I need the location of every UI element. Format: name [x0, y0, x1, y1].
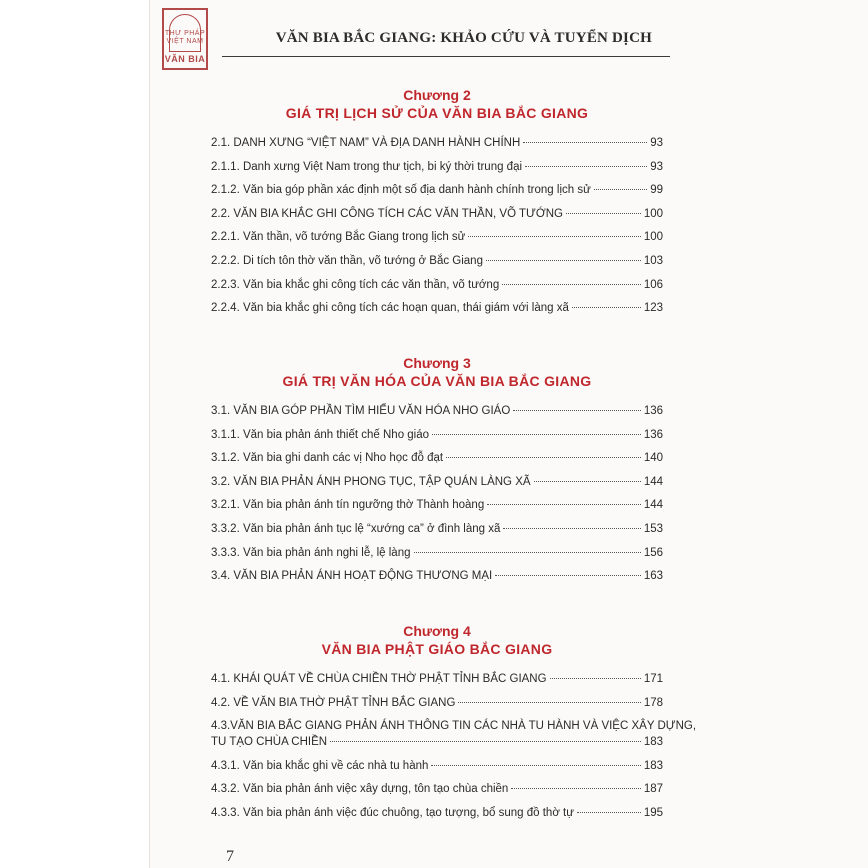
dot-leader [446, 457, 641, 458]
chapter-number: Chương 2 [403, 87, 471, 103]
toc-entry-page: 136 [643, 405, 663, 417]
toc-entry[interactable] [211, 428, 663, 452]
toc-entry[interactable] [211, 230, 663, 254]
toc-entry-label: 3.3.3. Văn bia phản ánh nghi lễ, lệ làng [211, 546, 411, 559]
chapter-title: GIÁ TRỊ LỊCH SỬ CỦA VĂN BIA BẮC GIANG [285, 105, 589, 121]
toc-entry-page: 187 [643, 783, 663, 796]
dot-leader [550, 678, 641, 679]
toc-entry[interactable] [211, 451, 663, 475]
dot-leader [495, 575, 641, 576]
toc-entry-label: 3.4. VĂN BIA PHẢN ÁNH HOẠT ĐỘNG THƯƠNG MẠI [211, 570, 493, 583]
toc-entry[interactable] [211, 522, 663, 546]
dot-leader [503, 528, 640, 529]
dot-leader [502, 284, 641, 285]
toc-entry-label: 2.2.4. Văn bia khắc ghi công tích các hoạn quan, thái giám với làng xã [211, 302, 569, 315]
toc-entry-page: 163 [643, 570, 663, 583]
dot-leader [523, 142, 647, 143]
toc-entry-label: 3.1. VĂN BIA GÓP PHẦN TÌM HIỂU VĂN HÓA NHO GIÁO [211, 405, 511, 417]
toc-entry-label: 4.3.3. Văn bia phản ánh việc đúc chuông, tạo tượng, bổ sung đồ thờ tự [211, 806, 574, 819]
dot-leader [511, 788, 640, 789]
chapter-number: Chương 4 [403, 623, 471, 639]
toc-entry[interactable] [211, 806, 663, 830]
chapter-2-block [211, 86, 663, 325]
toc-entry-label: 2.2.2. Di tích tôn thờ văn thần, võ tướng ở Bắc Giang [211, 254, 483, 267]
toc-entry-page: 123 [643, 302, 663, 315]
logo-text-top: THƯ PHÁP VIỆT NAM [164, 30, 206, 45]
toc-entry-page: 183 [643, 759, 663, 772]
dot-leader [534, 481, 641, 482]
toc-entry-page: 144 [643, 499, 663, 512]
dot-leader [486, 260, 641, 261]
toc-entry-page: 99 [650, 184, 663, 197]
chapter-4-block [211, 622, 697, 830]
toc-entry-label: 2.1. DANH XƯNG “VIỆT NAM” VÀ ĐỊA DANH HÀNH CHÍNH [211, 137, 521, 149]
toc-entry[interactable] [211, 160, 663, 184]
toc-entry-page: 106 [643, 278, 663, 291]
dot-leader [594, 189, 647, 190]
toc-entry[interactable] [211, 254, 663, 278]
dot-leader [432, 434, 641, 435]
toc-list [211, 136, 663, 325]
toc-entry[interactable] [211, 759, 663, 783]
toc-entry-line [211, 719, 697, 735]
toc-entry[interactable] [211, 546, 663, 570]
toc-entry-label: 2.1.1. Danh xưng Việt Nam trong thư tịch, bi ký thời trung đại [211, 160, 523, 173]
dot-leader [468, 236, 640, 237]
toc-entry-page: 171 [643, 673, 663, 685]
toc-entry-page: 156 [643, 546, 663, 559]
toc-entry-page: 100 [643, 231, 663, 244]
dot-leader [458, 702, 640, 703]
toc-entry[interactable] [211, 475, 663, 499]
toc-entry-label: 3.2. VĂN BIA PHẢN ÁNH PHONG TỤC, TẬP QUÁN LÀNG XÃ [211, 475, 531, 488]
toc-entry-page: 195 [643, 806, 663, 819]
publisher-logo [162, 8, 208, 70]
toc-entry-page: 103 [643, 254, 663, 267]
toc-entry-label: 4.2. VỀ VĂN BIA THỜ PHẬT TỈNH BẮC GIANG [211, 696, 456, 709]
toc-entry-label: 3.2.1. Văn bia phản ánh tín ngưỡng thờ Thành hoàng [211, 499, 485, 512]
toc-entry[interactable] [211, 278, 663, 302]
toc-entry-label: 2.2.3. Văn bia khắc ghi công tích các văn thần, võ tướng [211, 278, 500, 291]
dot-leader [487, 504, 641, 505]
dot-leader [431, 765, 640, 766]
toc-entry[interactable] [211, 569, 663, 593]
toc-entry-page: 93 [650, 160, 663, 173]
toc-entry[interactable] [211, 782, 663, 806]
chapter-title: GIÁ TRỊ VĂN HÓA CỦA VĂN BIA BẮC GIANG [282, 373, 592, 389]
toc-entry-page: 93 [650, 137, 663, 149]
toc-entry[interactable] [211, 404, 663, 428]
toc-entry[interactable] [211, 735, 663, 759]
toc-list [211, 404, 663, 593]
toc-entry-label: 3.1.2. Văn bia ghi danh các vị Nho học đỗ đạt [211, 452, 444, 465]
chapter-title: VĂN BIA PHẬT GIÁO BẮC GIANG [321, 641, 553, 657]
toc-entry[interactable] [211, 498, 663, 522]
toc-entry-label: 3.1.1. Văn bia phản ánh thiết chế Nho giáo [211, 428, 430, 441]
toc-entry-label: TU TẠO CHÙA CHIỀN [211, 736, 328, 749]
toc-entry-label: 3.3.2. Văn bia phản ánh tục lệ “xướng ca” ở đình làng xã [211, 522, 501, 535]
toc-entry[interactable] [211, 136, 663, 160]
dot-leader [572, 307, 641, 308]
chapter-3-block [211, 354, 663, 593]
chapter-number: Chương 3 [403, 355, 471, 371]
toc-entry-page: 153 [643, 522, 663, 535]
dot-leader [330, 741, 641, 742]
logo-text-bottom: VĂN BIA [164, 54, 206, 64]
running-header: VĂN BIA BẮC GIANG: KHẢO CỨU VÀ TUYỂN DỊCH [275, 30, 652, 46]
toc-entry-label: 2.2. VĂN BIA KHẮC GHI CÔNG TÍCH CÁC VĂN THẦN, VÕ TƯỚNG [211, 207, 563, 220]
page-number: 7 [226, 848, 234, 865]
dot-leader [513, 410, 641, 411]
toc-entry-label: 2.2.1. Văn thần, võ tướng Bắc Giang trong lịch sử [211, 231, 466, 244]
dot-leader [566, 213, 641, 214]
toc-entry-label: 4.3.VĂN BIA BẮC GIANG PHẢN ÁNH THÔNG TIN CÁC NHÀ TU HÀNH VÀ VIỆC XÂY DỰNG, [211, 720, 697, 733]
dot-leader [414, 552, 641, 553]
toc-entry[interactable] [211, 301, 663, 325]
toc-entry[interactable] [211, 696, 663, 720]
toc-entry-page: 144 [643, 475, 663, 488]
toc-entry-label: 4.3.2. Văn bia phản ánh việc xây dựng, tôn tạo chùa chiền [211, 783, 509, 796]
toc-entry-page: 100 [643, 207, 663, 220]
toc-entry[interactable] [211, 207, 663, 231]
dot-leader [525, 166, 647, 167]
toc-entry-label: 2.1.2. Văn bia góp phần xác định một số địa danh hành chính trong lịch sử [211, 184, 591, 197]
toc-list [211, 672, 697, 830]
toc-entry-page: 178 [643, 696, 663, 709]
toc-entry-page: 136 [643, 428, 663, 441]
toc-entry-label: 4.1. KHÁI QUÁT VỀ CHÙA CHIỀN THỜ PHẬT TỈNH BẮC GIANG [211, 673, 547, 685]
dot-leader [577, 812, 641, 813]
toc-entry-label: 4.3.1. Văn bia khắc ghi về các nhà tu hành [211, 759, 429, 772]
header-rule [222, 56, 670, 57]
toc-entry-page: 140 [643, 452, 663, 465]
toc-entry[interactable] [211, 183, 663, 207]
toc-entry-page: 183 [643, 736, 663, 749]
toc-entry[interactable] [211, 672, 663, 696]
